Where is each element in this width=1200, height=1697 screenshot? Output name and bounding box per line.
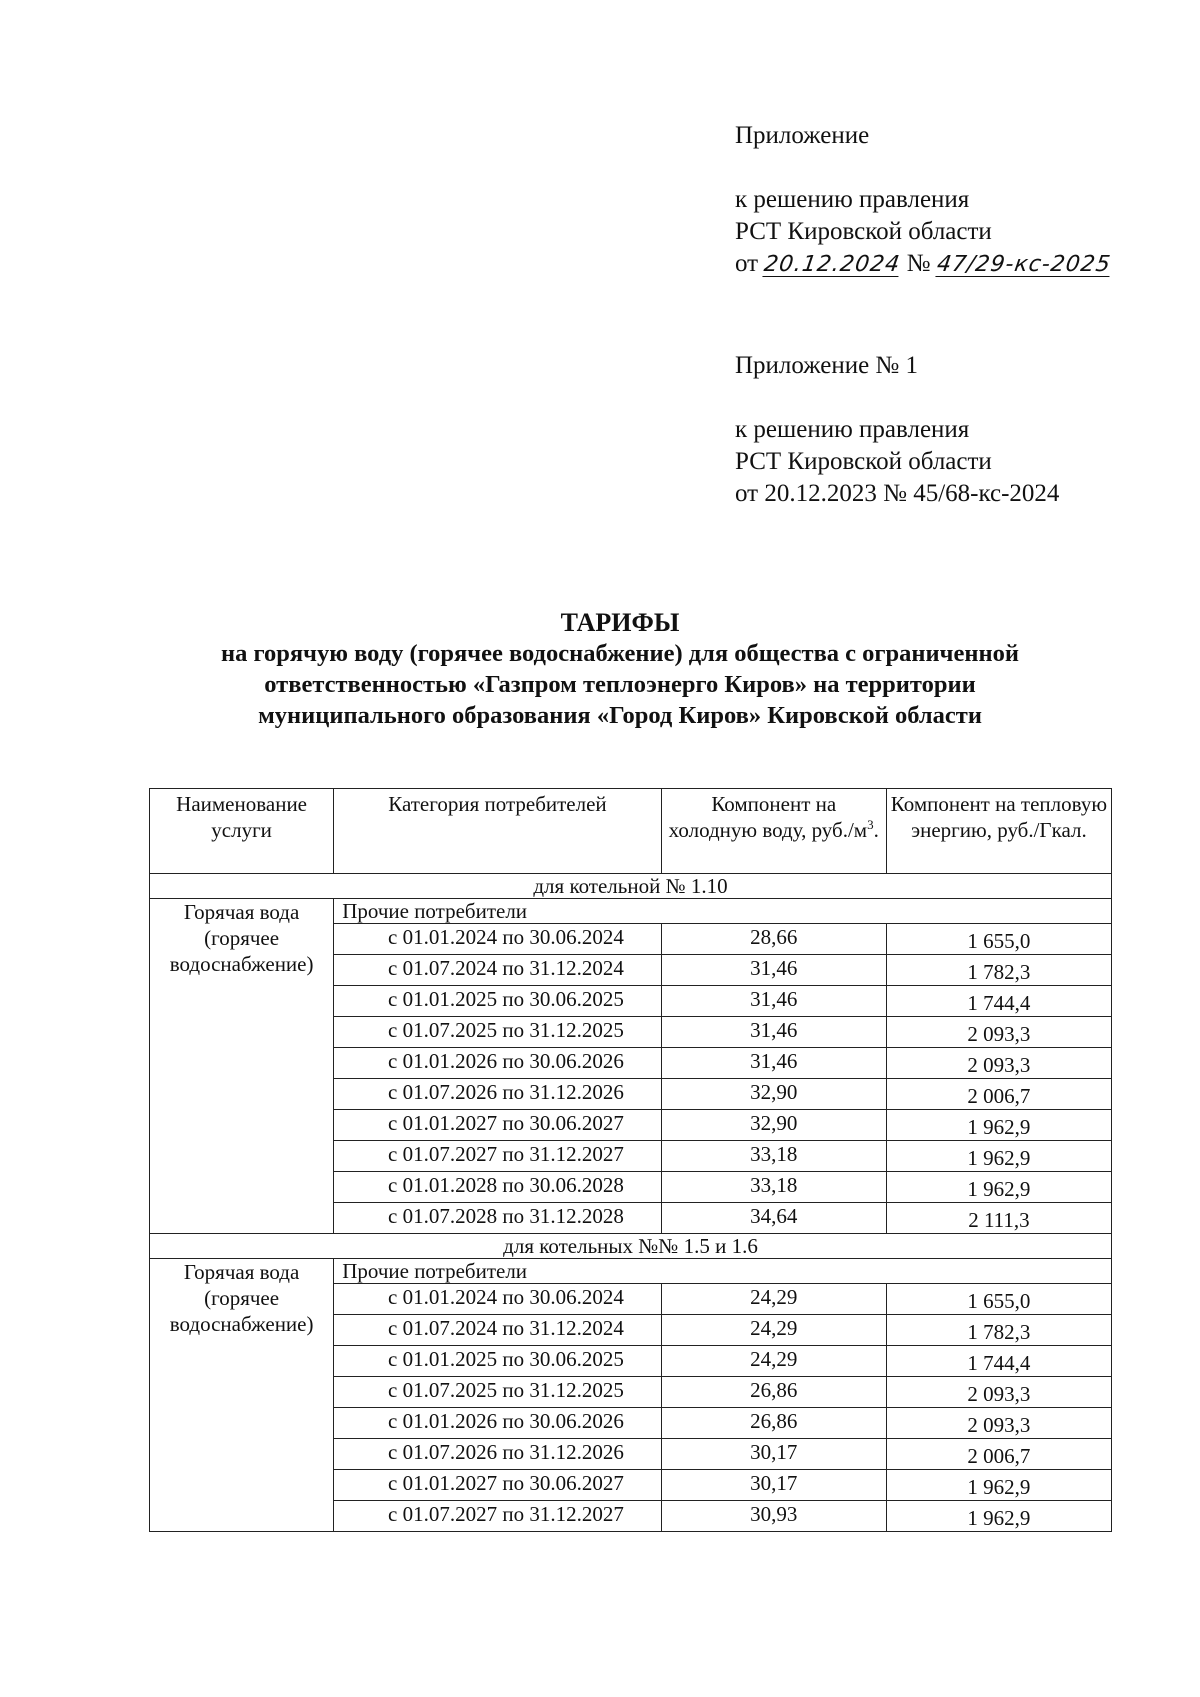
heat-energy-value: 1 744,4 — [886, 1346, 1111, 1377]
cold-water-value: 26,86 — [661, 1408, 886, 1439]
service-name-line: водоснабжение) — [169, 952, 314, 976]
appendix-bottom-line3: от 20.12.2023 № 45/68-кс-2024 — [735, 480, 1060, 507]
heat-energy-value: 1 962,9 — [886, 1110, 1111, 1141]
cold-water-value: 30,93 — [661, 1501, 886, 1532]
appendix-top — [735, 120, 1113, 280]
heat-energy-value: 2 006,7 — [886, 1079, 1111, 1110]
cold-water-value: 28,66 — [661, 924, 886, 955]
tariff-period: с 01.07.2028 по 31.12.2028 — [334, 1203, 661, 1234]
cold-water-value: 31,46 — [661, 986, 886, 1017]
category-row — [150, 899, 1112, 924]
consumer-category: Прочие потребители — [334, 899, 1112, 924]
heat-energy-value: 1 744,4 — [886, 986, 1111, 1017]
tariff-period: с 01.01.2025 по 30.06.2025 — [334, 1346, 661, 1377]
section-row — [150, 1234, 1112, 1259]
appendix-bottom-title: Приложение № 1 — [735, 352, 919, 379]
service-name-line: Горячая вода — [183, 1260, 300, 1284]
header-heat-component: Компонент на тепловую энергию, руб./Гкал. — [886, 789, 1111, 874]
tariff-period: с 01.01.2026 по 30.06.2026 — [334, 1048, 661, 1079]
heat-energy-value: 1 655,0 — [886, 1284, 1111, 1315]
tariff-period: с 01.01.2025 по 30.06.2025 — [334, 986, 661, 1017]
cold-water-value: 33,18 — [661, 1172, 886, 1203]
tariff-period: с 01.07.2027 по 31.12.2027 — [334, 1141, 661, 1172]
tariff-period: с 01.07.2024 по 31.12.2024 — [334, 955, 661, 986]
service-name — [150, 899, 334, 1234]
heat-energy-value: 1 962,9 — [886, 1470, 1111, 1501]
cold-water-value: 33,18 — [661, 1141, 886, 1172]
heat-energy-value: 1 962,9 — [886, 1172, 1111, 1203]
consumer-category: Прочие потребители — [334, 1259, 1112, 1284]
heat-energy-value: 2 006,7 — [886, 1439, 1111, 1470]
number-prefix: № — [906, 250, 931, 277]
tariff-period: с 01.07.2024 по 31.12.2024 — [334, 1315, 661, 1346]
service-name — [150, 1259, 334, 1532]
heat-energy-value: 1 655,0 — [886, 924, 1111, 955]
cold-water-value: 34,64 — [661, 1203, 886, 1234]
cold-water-value: 24,29 — [661, 1346, 886, 1377]
tariff-period: с 01.07.2027 по 31.12.2027 — [334, 1501, 661, 1532]
tariff-period: с 01.07.2025 по 31.12.2025 — [334, 1377, 661, 1408]
appendix-bottom — [735, 350, 1059, 510]
cold-water-value: 31,46 — [661, 955, 886, 986]
section-row — [150, 874, 1112, 899]
service-name-line: (горячее — [204, 1286, 280, 1310]
cold-water-value: 24,29 — [661, 1284, 886, 1315]
tariff-period: с 01.01.2027 по 30.06.2027 — [334, 1470, 661, 1501]
tariff-period: с 01.07.2026 по 31.12.2026 — [334, 1079, 661, 1110]
cold-water-value: 31,46 — [661, 1048, 886, 1079]
section-label: для котельной № 1.10 — [150, 874, 1112, 899]
header-cold-water-component: Компонент на холодную воду, $руб./м^3$. — [661, 789, 886, 874]
appendix-top-line1: к решению правления — [735, 186, 970, 213]
tariff-period: с 01.01.2026 по 30.06.2026 — [334, 1408, 661, 1439]
heat-energy-value: 2 111,3 — [886, 1203, 1111, 1234]
cold-water-value: 26,86 — [661, 1377, 886, 1408]
heat-energy-value: 2 093,3 — [886, 1048, 1111, 1079]
cold-water-value: 32,90 — [661, 1079, 886, 1110]
section-label: для котельных №№ 1.5 и 1.6 — [150, 1234, 1112, 1259]
tariff-period: с 01.07.2025 по 31.12.2025 — [334, 1017, 661, 1048]
cold-water-value: 31,46 — [661, 1017, 886, 1048]
appendix-top-title: Приложение — [735, 122, 870, 149]
tariff-period: с 01.01.2024 по 30.06.2024 — [334, 924, 661, 955]
cold-water-value: 24,29 — [661, 1315, 886, 1346]
date-prefix: от — [735, 250, 759, 277]
heat-energy-value: 1 782,3 — [886, 955, 1111, 986]
table-header-row — [150, 789, 1112, 874]
service-name-line: Горячая вода — [183, 900, 300, 924]
category-row — [150, 1259, 1112, 1284]
heat-energy-value: 2 093,3 — [886, 1377, 1111, 1408]
handwritten-date: 20.12.2024 — [762, 252, 903, 277]
title-line2: ответственностью «Газпром теплоэнерго Киров» на территории — [264, 671, 976, 698]
heat-energy-value: 2 093,3 — [886, 1408, 1111, 1439]
heat-energy-value: 1 962,9 — [886, 1501, 1111, 1532]
cold-water-value: 30,17 — [661, 1439, 886, 1470]
service-name-line: водоснабжение) — [169, 1312, 314, 1336]
table-body — [150, 874, 1112, 1532]
appendix-bottom-line2: РСТ Кировской области — [735, 448, 992, 475]
cold-water-value: 30,17 — [661, 1470, 886, 1501]
tariff-period: с 01.01.2027 по 30.06.2027 — [334, 1110, 661, 1141]
document-title — [0, 607, 1200, 731]
appendix-top-date-line — [735, 248, 1113, 280]
tariff-table — [149, 788, 1112, 1532]
appendix-bottom-line1: к решению правления — [735, 416, 970, 443]
cold-water-value: 32,90 — [661, 1110, 886, 1141]
tariff-period: с 01.07.2026 по 31.12.2026 — [334, 1439, 661, 1470]
tariff-period: с 01.01.2024 по 30.06.2024 — [334, 1284, 661, 1315]
handwritten-number: 47/29-кс-2025 — [935, 252, 1113, 277]
header-consumer-category: Категория потребителей — [334, 789, 661, 874]
appendix-top-line2: РСТ Кировской области — [735, 218, 992, 245]
heat-energy-value: 1 782,3 — [886, 1315, 1111, 1346]
heat-energy-value: 1 962,9 — [886, 1141, 1111, 1172]
title-line3: муниципального образования «Город Киров» Кировской области — [258, 702, 982, 729]
tariff-period: с 01.01.2028 по 30.06.2028 — [334, 1172, 661, 1203]
title-line1: на горячую воду (горячее водоснабжение) для общества с ограниченной — [221, 640, 1019, 667]
header-service-name: Наименование услуги — [150, 789, 334, 874]
heat-energy-value: 2 093,3 — [886, 1017, 1111, 1048]
title-heading: ТАРИФЫ — [560, 608, 680, 637]
service-name-line: (горячее — [204, 926, 280, 950]
